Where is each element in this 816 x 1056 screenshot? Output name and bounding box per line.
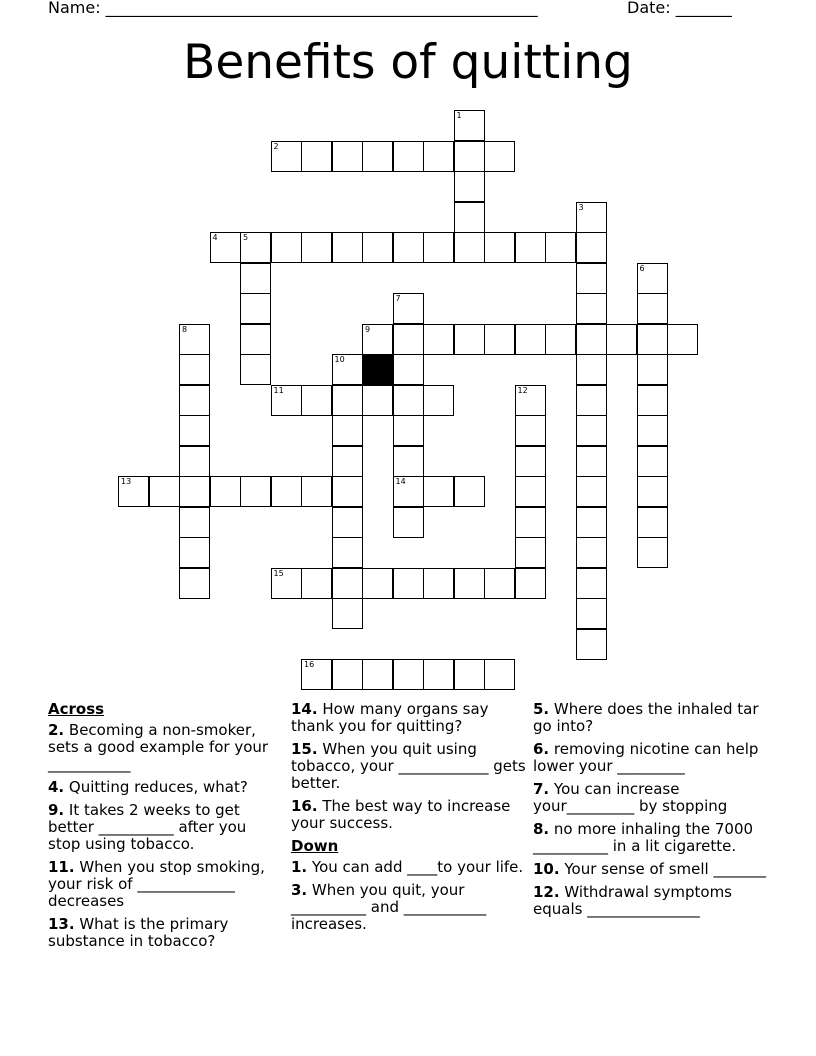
crossword-blocked-cell [362,354,393,385]
crossword-cell[interactable] [332,568,363,599]
crossword-cell[interactable] [301,568,332,599]
crossword-cell[interactable] [576,598,607,629]
crossword-cell[interactable] [454,110,485,141]
clue-item-text: The best way to increase your success. [291,797,511,832]
clue-item [48,802,280,853]
crossword-cell[interactable] [393,141,424,172]
crossword-cell[interactable] [240,293,271,324]
crossword-cell[interactable] [576,507,607,538]
crossword-cell[interactable] [179,568,210,599]
date-field-label: Date: _______ [627,0,732,17]
clue-item-text: You can add ____to your life. [307,858,524,876]
crossword-cell[interactable] [576,385,607,416]
crossword-cell[interactable] [515,568,546,599]
clue-item-text: Your sense of smell _______ [559,860,766,878]
crossword-cell[interactable] [393,507,424,538]
clue-item-text: It takes 2 weeks to get better __________ after you stop using tobacco. [48,801,247,853]
name-field-label: Name: ______________________________________________________ [48,0,538,17]
crossword-cell[interactable] [301,385,332,416]
crossword-cell[interactable] [454,232,485,263]
crossword-cell[interactable] [301,232,332,263]
crossword-cell[interactable] [332,537,363,568]
crossword-cell[interactable] [362,385,393,416]
crossword-cell[interactable] [576,476,607,507]
down-clue-list [291,859,527,933]
crossword-cell[interactable] [454,568,485,599]
crossword-cell[interactable] [118,476,149,507]
crossword-cell[interactable] [484,324,515,355]
crossword-cell[interactable] [423,476,454,507]
crossword-cell[interactable] [515,476,546,507]
crossword-cell[interactable] [576,293,607,324]
crossword-cell[interactable] [393,385,424,416]
crossword-cell[interactable] [179,385,210,416]
crossword-cell[interactable] [515,324,546,355]
crossword-cell[interactable] [515,385,546,416]
clue-number: 10 [334,355,345,364]
crossword-cell[interactable] [362,232,393,263]
crossword-cell[interactable] [271,232,302,263]
crossword-cell[interactable] [240,263,271,294]
crossword-cell[interactable] [637,476,668,507]
crossword-cell[interactable] [332,385,363,416]
crossword-cell[interactable] [210,232,241,263]
clue-number: 6 [639,263,645,273]
crossword-cell[interactable] [484,568,515,599]
clue-number: 2 [273,141,279,151]
clue-item-number: 1. [291,858,308,876]
clue-number: 16 [304,660,315,669]
clue-item [48,859,280,910]
crossword-cell[interactable] [393,354,424,385]
crossword-cell[interactable] [332,507,363,538]
crossword-cell[interactable] [515,446,546,477]
down-clue-list-continued [533,701,769,918]
clue-item-number: 6. [533,740,550,758]
clue-item [291,741,527,792]
crossword-cell[interactable] [301,476,332,507]
crossword-cell[interactable] [179,476,210,507]
crossword-cell[interactable] [454,141,485,172]
clue-item [291,859,527,876]
crossword-cell[interactable] [454,476,485,507]
crossword-cell[interactable] [179,507,210,538]
crossword-cell[interactable] [179,446,210,477]
clue-item [533,781,769,815]
crossword-cell[interactable] [576,537,607,568]
crossword-cell[interactable] [637,263,668,294]
clue-item-number: 2. [48,721,65,739]
crossword-cell[interactable] [362,324,393,355]
clue-item-number: 8. [533,820,550,838]
crossword-cell[interactable] [667,324,698,355]
crossword-cell[interactable] [332,476,363,507]
clue-item-text: Becoming a non-smoker, sets a good example for your ___________ [48,721,269,773]
crossword-cell[interactable] [179,415,210,446]
clue-item-number: 9. [48,801,65,819]
clue-item [48,722,280,773]
crossword-cell[interactable] [454,659,485,690]
clue-number: 3 [578,202,584,212]
clue-item-number: 4. [48,778,65,796]
crossword-cell[interactable] [637,354,668,385]
crossword-cell[interactable] [179,354,210,385]
clue-item-text: no more inhaling the 7000 __________ in a lit cigarette. [533,820,754,855]
clues-column-2 [291,701,527,939]
crossword-cell[interactable] [576,324,607,355]
clue-item [533,821,769,855]
across-clue-list [48,722,280,950]
clue-number: 4 [212,233,218,242]
clue-item-text: Withdrawal symptoms equals _______________ [533,883,732,918]
clue-item-number: 16. [291,797,318,815]
crossword-cell[interactable] [271,568,302,599]
clue-item [291,798,527,832]
clue-item-text: Quitting reduces, what? [64,778,248,796]
clue-number: 15 [273,568,284,578]
clue-item-text: Where does the inhaled tar go into? [533,700,759,735]
crossword-cell[interactable] [484,659,515,690]
crossword-cell[interactable] [454,171,485,202]
crossword-cell[interactable] [362,659,393,690]
clue-item [48,779,280,796]
across-heading: Across [48,700,105,718]
crossword-cell[interactable] [179,537,210,568]
crossword-cell[interactable] [301,659,332,690]
crossword-cell[interactable] [332,446,363,477]
clue-item-text: You can increase your_________ by stopping [533,780,728,815]
clue-item-number: 13. [48,915,75,933]
clue-item [533,741,769,775]
crossword-cell[interactable] [271,385,302,416]
crossword-cell[interactable] [301,141,332,172]
crossword-cell[interactable] [271,476,302,507]
crossword-cell[interactable] [484,232,515,263]
crossword-cell[interactable] [362,141,393,172]
clue-item-number: 11. [48,858,75,876]
crossword-cell[interactable] [240,476,271,507]
clue-item [291,701,527,735]
clue-item-text: removing nicotine can help lower your _________ [533,740,759,775]
crossword-cell[interactable] [515,232,546,263]
crossword-cell[interactable] [484,141,515,172]
crossword-cell[interactable] [423,385,454,416]
crossword-cell[interactable] [576,232,607,263]
clue-item-text: When you stop smoking, your risk of _____________ decreases [48,858,265,910]
crossword-cell[interactable] [423,659,454,690]
crossword-cell[interactable] [637,324,668,355]
crossword-cell[interactable] [454,324,485,355]
clue-number: 12 [517,385,528,395]
crossword-cell[interactable] [545,324,576,355]
crossword-cell[interactable] [393,446,424,477]
clue-item-number: 14. [291,700,318,718]
crossword-cell[interactable] [576,568,607,599]
crossword-cell[interactable] [332,659,363,690]
clue-item-number: 12. [533,883,560,901]
crossword-cell[interactable] [393,476,424,507]
crossword-cell[interactable] [362,568,393,599]
crossword-cell[interactable] [576,202,607,233]
clue-item-number: 15. [291,740,318,758]
across-clue-list-continued [291,701,527,832]
crossword-cell[interactable] [210,476,241,507]
crossword-cell[interactable] [515,537,546,568]
crossword-cell[interactable] [393,415,424,446]
clue-item-text: When you quit using tobacco, your ____________ gets better. [291,740,526,792]
crossword-cell[interactable] [545,232,576,263]
clue-item-number: 10. [533,860,560,878]
crossword-cell[interactable] [637,537,668,568]
crossword-cell[interactable] [576,263,607,294]
crossword-cell[interactable] [576,415,607,446]
page-title: Benefits of quitting [183,35,633,90]
crossword-cell[interactable] [149,476,180,507]
clues-column-3 [533,701,769,924]
crossword-cell[interactable] [393,659,424,690]
clue-number: 13 [121,477,132,486]
crossword-cell[interactable] [423,141,454,172]
clue-item-text: What is the primary substance in tobacco? [48,915,229,950]
crossword-cell[interactable] [240,324,271,355]
crossword-cell[interactable] [393,293,424,324]
crossword-cell[interactable] [515,507,546,538]
clue-number: 7 [395,294,401,303]
crossword-cell[interactable] [423,568,454,599]
clue-item [533,884,769,918]
clue-item [48,916,280,950]
clue-number: 9 [365,324,371,334]
clues-column-1 [48,701,280,956]
crossword-cell[interactable] [393,568,424,599]
crossword-cell[interactable] [332,598,363,629]
crossword-cell[interactable] [606,324,637,355]
clue-number: 5 [243,233,249,242]
crossword-cell[interactable] [332,415,363,446]
crossword-cell[interactable] [240,354,271,385]
crossword-cell[interactable] [393,232,424,263]
clue-number: 1 [456,111,462,120]
crossword-cell[interactable] [637,415,668,446]
crossword-cell[interactable] [240,232,271,263]
crossword-cell[interactable] [637,446,668,477]
crossword-cell[interactable] [332,141,363,172]
clue-item-number: 5. [533,700,550,718]
crossword-cell[interactable] [332,232,363,263]
crossword-cell[interactable] [576,354,607,385]
down-heading: Down [291,837,339,855]
crossword-cell[interactable] [454,202,485,233]
clue-item-text: When you quit, your __________ and ___________ increases. [291,881,487,933]
crossword-cell[interactable] [637,385,668,416]
crossword-cell[interactable] [423,232,454,263]
crossword-cell[interactable] [179,324,210,355]
crossword-cell[interactable] [332,354,363,385]
crossword-cell[interactable] [637,293,668,324]
crossword-cell[interactable] [637,507,668,538]
clue-item [533,701,769,735]
crossword-cell[interactable] [576,629,607,660]
clue-item-text: How many organs say thank you for quitting? [291,700,489,735]
clue-item [533,861,769,878]
clue-number: 14 [395,477,406,486]
clue-number: 11 [273,385,284,395]
clue-item-number: 3. [291,881,308,899]
crossword-cell[interactable] [423,324,454,355]
crossword-cell[interactable] [515,415,546,446]
crossword-cell[interactable] [271,141,302,172]
crossword-cell[interactable] [393,324,424,355]
clue-number: 8 [182,324,188,334]
crossword-cell[interactable] [576,446,607,477]
clue-item [291,882,527,933]
clue-item-number: 7. [533,780,550,798]
